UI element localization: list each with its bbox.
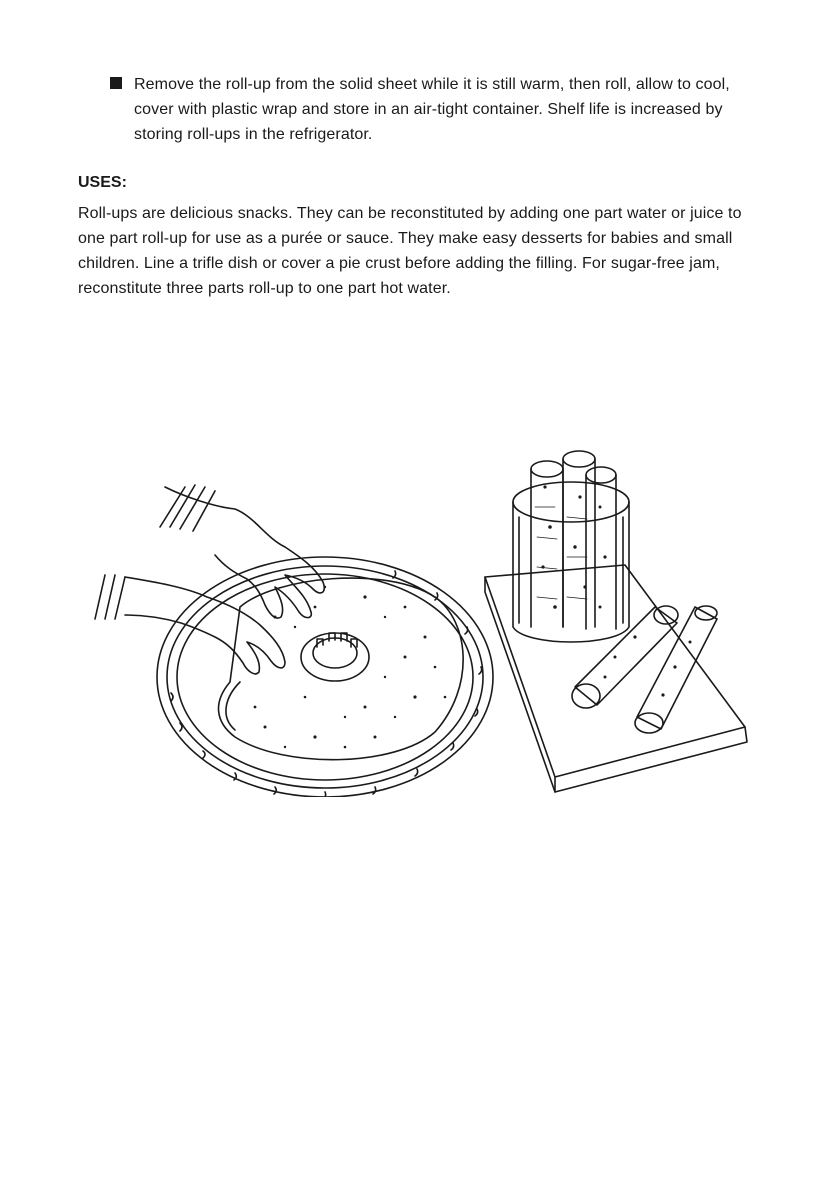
instruction-text: Remove the roll-up from the solid sheet while it is still warm, then roll, allow to cool, cover with plastic wrap and store in an air-tight container. Shelf life is increased by storing roll-ups in the refrigerator.: [134, 76, 730, 143]
uses-paragraph: Roll-ups are delicious snacks. They can be reconstituted by adding one part water or juice to one part roll-up for use as a purée or sauce. They make easy desserts for babies and small children. Line a trifle dish or cover a pie crust before adding the filling. For sugar-free jam, reconstitute three parts roll-up to one part hot water.: [78, 205, 742, 297]
instruction-bullet: [110, 72, 750, 147]
roll-ups-on-board: [572, 606, 717, 733]
hands: [95, 485, 324, 674]
fruit-leather-sheet: [219, 578, 464, 760]
bullet-square-icon: [110, 77, 122, 89]
fruit-texture-speckles: [254, 485, 692, 748]
tray-center-hub: [301, 633, 369, 681]
roll-up-illustration: [85, 447, 750, 797]
uses-heading: USES:: [78, 174, 127, 191]
roll-ups-in-jar: [531, 451, 616, 629]
dehydrator-tray: [157, 557, 493, 797]
